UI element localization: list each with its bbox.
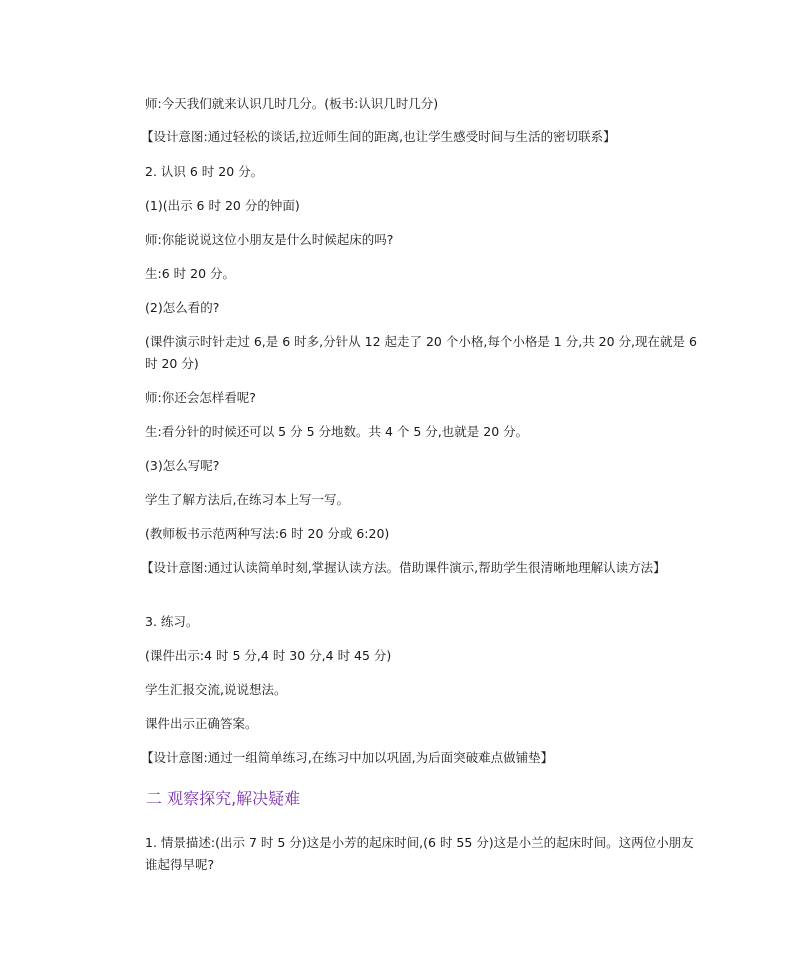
step-3-heading: 3. 练习。	[145, 614, 199, 629]
step-2-substep-2: (2)怎么看的?	[145, 300, 220, 315]
step-2-substep-3: (3)怎么写呢?	[145, 458, 220, 473]
teacher-intro-line: 师:今天我们就来认识几时几分。(板书:认识几时几分)	[145, 96, 439, 111]
practice-times-line: (课件出示:4 时 5 分,4 时 30 分,4 时 45 分)	[145, 648, 392, 663]
courseware-demo-paragraph: (课件演示时针走过 6,是 6 时多,分针从 12 起走了 20 个小格,每个小格是 1 分,共 20 分,现在就是 6 时 20 分)	[145, 334, 697, 371]
teacher-board-line: (教师板书示范两种写法:6 时 20 分或 6:20)	[145, 526, 390, 541]
design-intent-note-1: 【设计意图:通过轻松的谈话,拉近师生间的距离,也让学生感受时间与生活的密切联系】	[141, 129, 616, 144]
section-heading: 二 观察探究,解决疑难	[146, 789, 301, 808]
student-report-line: 学生汇报交流,说说想法。	[145, 682, 287, 697]
student-counting-line: 生:看分针的时候还可以 5 分 5 分地数。共 4 个 5 分,也就是 20 分。	[145, 424, 529, 439]
design-intent-note-3: 【设计意图:通过一组简单练习,在练习中加以巩固,为后面突破难点做铺垫】	[141, 750, 554, 765]
teacher-followup-line: 师:你还会怎样看呢?	[145, 390, 256, 405]
answer-display-line: 课件出示正确答案。	[145, 716, 258, 731]
design-intent-note-2: 【设计意图:通过认读简单时刻,掌握认读方法。借助课件演示,帮助学生很清晰地理解认读方法】	[141, 560, 666, 575]
student-practice-line: 学生了解方法后,在练习本上写一写。	[145, 492, 349, 507]
scenario-paragraph: 1. 情景描述:(出示 7 时 5 分)这是小芳的起床时间,(6 时 55 分)这是小兰的起床时间。这两位小朋友谁起得早呢?	[145, 835, 694, 872]
teacher-question-line: 师:你能说说这位小朋友是什么时候起床的吗?	[145, 232, 394, 247]
student-answer-line: 生:6 时 20 分。	[145, 266, 235, 281]
step-2-heading: 2. 认识 6 时 20 分。	[145, 164, 264, 179]
step-2-substep-1: (1)(出示 6 时 20 分的钟面)	[145, 198, 300, 213]
